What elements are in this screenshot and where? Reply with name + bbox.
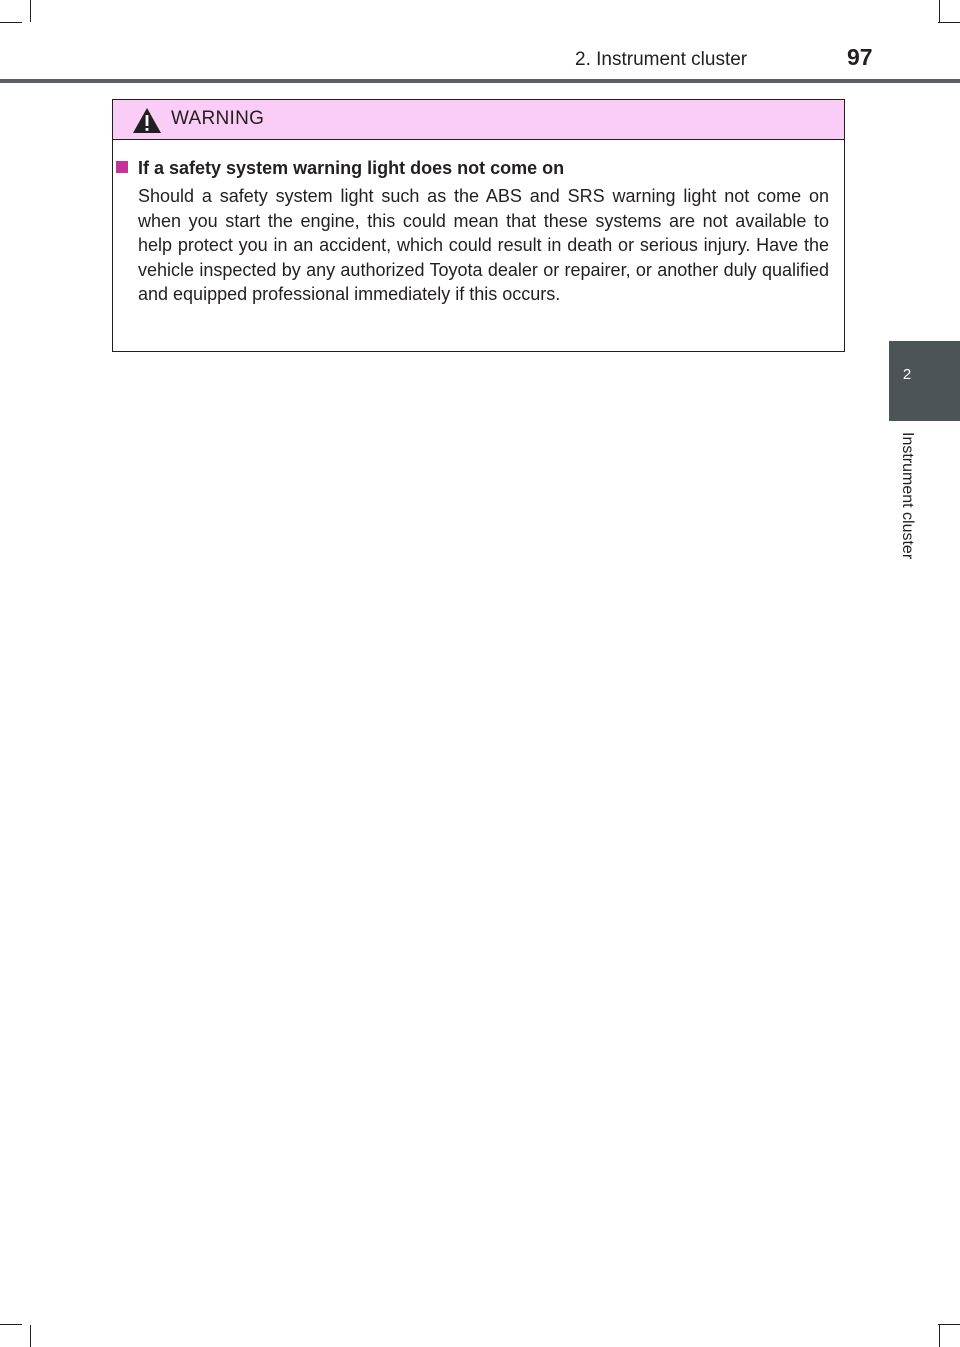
chapter-tab-label: Instrument cluster xyxy=(899,432,916,560)
section-title: 2. Instrument cluster xyxy=(575,49,748,70)
warning-item-title: If a safety system warning light does not come on xyxy=(138,158,565,178)
crop-mark xyxy=(30,1325,31,1347)
crop-mark xyxy=(0,1324,22,1325)
warning-box xyxy=(112,99,845,352)
page-number: 97 xyxy=(847,44,873,70)
warning-label: WARNING xyxy=(171,108,265,129)
warning-item-text: Should a safety system light such as the ABS and SRS warning light not come on when you start the engine, this could mean that these systems are not available to help protect you in an accident, which could result in death or serious injury. Have the vehicle inspected by any authorized Toyota dealer or repairer, or another duly qualified and equipped professional immediately if this occurs. xyxy=(138,186,829,304)
warning-triangle-icon xyxy=(132,107,162,134)
chapter-tab-number: 2 xyxy=(902,366,912,383)
crop-mark xyxy=(30,0,31,22)
crop-mark xyxy=(938,22,960,23)
crop-mark xyxy=(938,1324,960,1325)
crop-mark xyxy=(0,22,22,23)
crop-mark xyxy=(939,0,940,22)
bullet-square-icon xyxy=(116,161,128,173)
header-rule xyxy=(0,79,960,83)
warning-header xyxy=(113,100,844,140)
crop-mark xyxy=(939,1325,940,1347)
warning-body xyxy=(113,140,844,307)
